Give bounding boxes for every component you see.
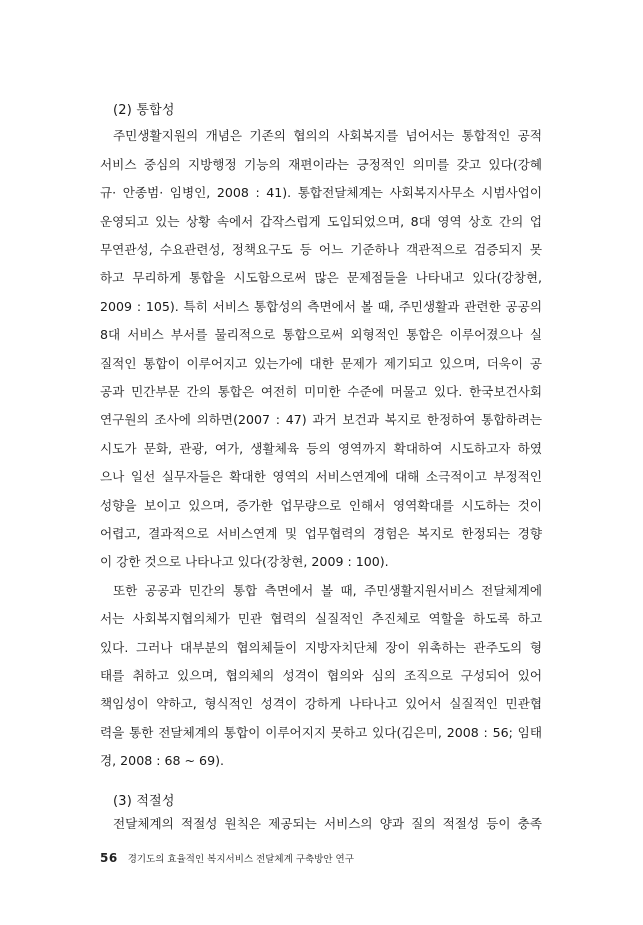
body-line: 또한 공공과 민간의 통합 측면에서 볼 때, 주민생활지원서비스 전달체계에 [113,583,542,598]
body-line: 공과 민간부문 간의 통합은 여전히 미미한 수준에 머물고 있다. 한국보건사회 [100,384,542,399]
body-line: 서는 사회복지협의체가 민관 협력의 실질적인 추진체로 역할을 하도록 하고 [100,611,542,626]
body-line: 연구원의 조사에 의하면(2007 : 47) 과거 보건과 복지로 한정하여 통합하려는 [100,412,542,427]
section-heading-adequacy: (3) 적절성 [113,794,175,809]
body-line: 운영되고 있는 상황 속에서 갑작스럽게 도입되었으며, 8대 영역 상호 간의 업 [100,214,542,229]
body-line: 력을 통한 전달체계의 통합이 이루어지지 못하고 있다(김은미, 2008 : 56; 임태 [100,725,542,740]
body-line: 어렵고, 결과적으로 서비스연계 및 업무협력의 경험은 복지로 한정되는 경향 [100,526,542,541]
body-line: 책임성이 약하고, 형식적인 성격이 강하게 나타나고 있어서 실질적인 민관협 [100,696,542,711]
body-line: 주민생활지원의 개념은 기존의 협의의 사회복지를 넘어서는 통합적인 공적 [113,128,542,143]
body-line: 8대 서비스 부서를 물리적으로 통합으로써 외형적인 통합은 이루어졌으나 실 [100,327,542,342]
body-line: 태를 취하고 있으며, 협의체의 성격이 협의와 심의 조직으로 구성되어 있어 [100,668,542,683]
body-line: 규· 안종범· 임병인, 2008 : 41). 통합전달체계는 사회복지사무소 시범사업이 [100,185,542,200]
page-number: 56 [100,851,118,865]
body-line: 있다. 그러나 대부분의 협의체들이 지방자치단체 장이 위촉하는 관주도의 형 [100,640,542,655]
body-line: 이 강한 것으로 나타나고 있다(강창현, 2009 : 100). [100,554,389,569]
body-line: 하고 무리하게 통합을 시도함으로써 많은 문제점들을 나타내고 있다(강창현, [100,270,542,285]
body-line: 으나 일선 실무자들은 확대한 영역의 서비스연계에 대해 소극적이고 부정적인 [100,469,542,484]
body-line: 전달체계의 적절성 원칙은 제공되는 서비스의 양과 질의 적절성 등이 충족 [113,816,542,831]
running-title: 경기도의 효율적인 복지서비스 전달체계 구축방안 연구 [127,854,354,865]
body-line: 2009 : 105). 특히 서비스 통합성의 측면에서 볼 때, 주민생활과 관련한 공공의 [100,299,542,314]
section-heading-integration: (2) 통합성 [113,103,175,118]
page-footer [100,851,354,865]
body-line: 시도가 문화, 관광, 여가, 생활체육 등의 영역까지 확대하여 시도하고자 하였 [100,441,542,456]
body-line: 무연관성, 수요관련성, 정책요구도 등 어느 기준하나 객관적으로 검증되지 못 [100,242,542,257]
body-line: 질적인 통합이 이루어지고 있는가에 대한 문제가 제기되고 있으며, 더욱이 공 [100,356,542,371]
body-line: 서비스 중심의 지방행정 기능의 재편이라는 긍정적인 의미를 갖고 있다(강혜 [100,157,542,172]
body-line: 성향을 보이고 있으며, 증가한 업무량으로 인해서 영역확대를 시도하는 것이 [100,498,542,513]
body-line: 경, 2008 : 68 ~ 69). [100,753,224,768]
